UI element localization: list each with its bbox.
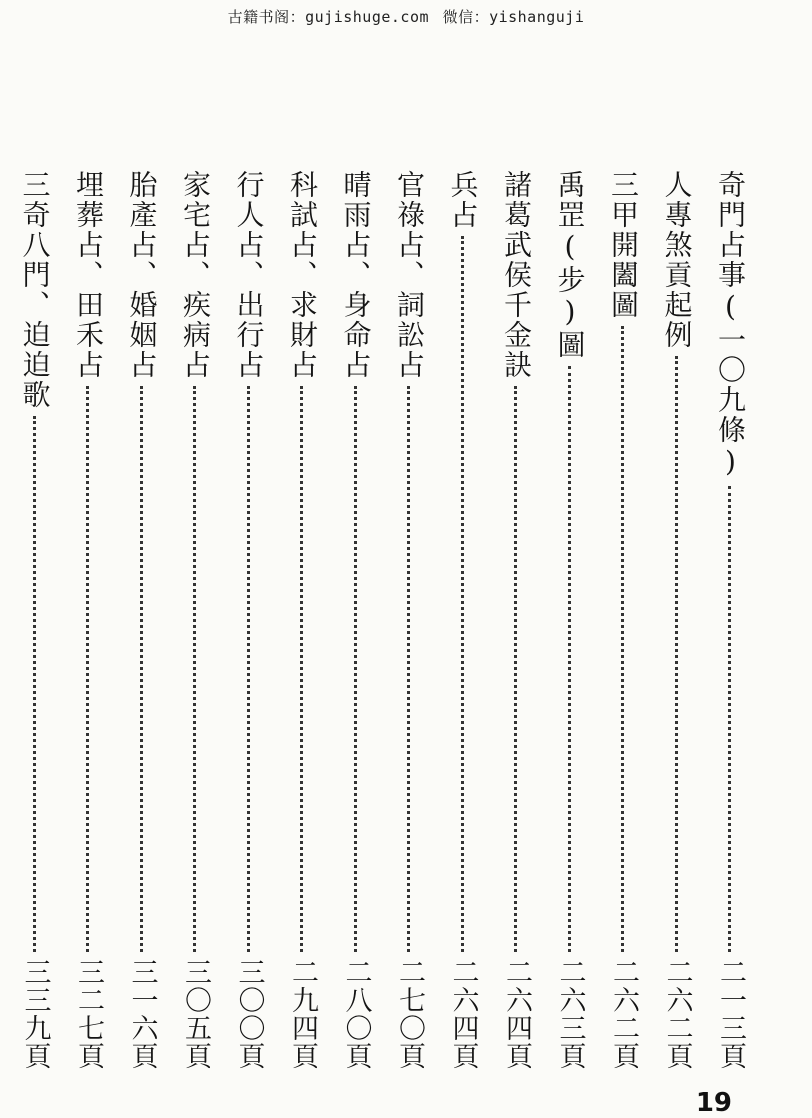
toc-entry bbox=[175, 170, 215, 1070]
toc-dot-leader bbox=[461, 236, 464, 952]
toc-dot-leader bbox=[33, 416, 36, 952]
toc-entry-page: 三二七頁 bbox=[73, 958, 104, 1070]
toc-dot-leader bbox=[86, 386, 89, 952]
toc-dot-leader bbox=[354, 386, 357, 952]
toc-entry-title: 科試占、求財占 bbox=[286, 170, 319, 380]
toc-entry-title: 行人占、出行占 bbox=[232, 170, 266, 380]
watermark-header bbox=[0, 6, 812, 27]
toc-entry-title: 埋葬占、田禾占 bbox=[72, 170, 105, 380]
toc-entry-page: 三一六頁 bbox=[126, 958, 158, 1070]
toc-entry-page: 二六四頁 bbox=[447, 958, 479, 1070]
toc-entry bbox=[496, 170, 536, 1070]
toc-entry-page: 三〇五頁 bbox=[180, 958, 211, 1070]
toc-entry-title: 兵占 bbox=[446, 170, 480, 230]
toc-entry bbox=[336, 170, 376, 1070]
toc-entry-title: 人專煞貢起例 bbox=[660, 170, 694, 350]
toc-entry-page: 二六三頁 bbox=[554, 958, 586, 1070]
toc-entry bbox=[389, 170, 429, 1070]
toc-entry bbox=[550, 170, 590, 1070]
toc-entry-title: 奇門占事(一〇九條) bbox=[714, 170, 747, 480]
toc-dot-leader bbox=[407, 386, 410, 952]
toc-entry-title: 官祿占、詞訟占 bbox=[393, 170, 426, 380]
page-number: 19 bbox=[695, 1088, 732, 1118]
toc-entry-title: 胎產占、婚姻占 bbox=[125, 170, 159, 380]
toc-entry bbox=[710, 170, 750, 1070]
toc-entry-page: 二六四頁 bbox=[501, 958, 532, 1070]
toc-entry-page: 三〇〇頁 bbox=[233, 958, 265, 1070]
toc-entry bbox=[15, 170, 55, 1070]
toc-dot-leader bbox=[568, 366, 571, 952]
toc-dot-leader bbox=[193, 386, 196, 952]
toc-entry bbox=[122, 170, 162, 1070]
toc-dot-leader bbox=[728, 486, 731, 952]
toc-entry bbox=[229, 170, 269, 1070]
site-label: 古籍书阁：gujishuge.com bbox=[227, 8, 430, 26]
toc-entry-page: 二七〇頁 bbox=[394, 958, 425, 1070]
toc-dot-leader bbox=[675, 356, 678, 952]
toc-dot-leader bbox=[621, 326, 624, 952]
toc-entry-page: 二六二頁 bbox=[608, 958, 639, 1070]
toc-entry-title: 諸葛武侯千金訣 bbox=[500, 170, 533, 380]
toc-entry bbox=[603, 170, 643, 1070]
toc-entry-page: 二九四頁 bbox=[287, 958, 318, 1070]
toc-entry bbox=[282, 170, 322, 1070]
toc-entry-title: 晴雨占、身命占 bbox=[339, 170, 373, 380]
toc-entry-page: 二一三頁 bbox=[715, 958, 746, 1070]
toc-entry bbox=[68, 170, 108, 1070]
toc-entry-page: 二八〇頁 bbox=[340, 958, 372, 1070]
toc-entry-page: 二六二頁 bbox=[661, 958, 693, 1070]
toc-dot-leader bbox=[300, 386, 303, 952]
toc-dot-leader bbox=[247, 386, 250, 952]
toc-entry-title: 禹罡(步)圖 bbox=[553, 170, 587, 360]
toc-dot-leader bbox=[140, 386, 143, 952]
toc-entry bbox=[657, 170, 697, 1070]
wechat-label: 微信：yishanguji bbox=[442, 8, 585, 26]
toc-entry-page: 三三九頁 bbox=[19, 958, 51, 1070]
toc-entry-title: 三甲開闔圖 bbox=[607, 170, 640, 320]
toc-entry-title: 三奇八門、迫迫歌 bbox=[18, 170, 52, 410]
toc-entry bbox=[443, 170, 483, 1070]
toc-entry-title: 家宅占、疾病占 bbox=[179, 170, 212, 380]
toc-dot-leader bbox=[514, 386, 517, 952]
